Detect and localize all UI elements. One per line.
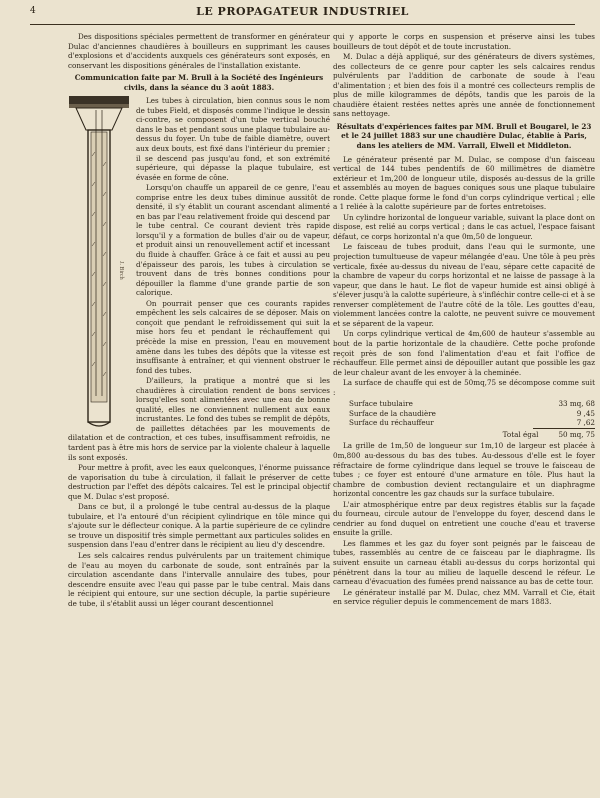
row-value: 7 ,62 [576, 418, 595, 428]
paragraph: Les sels calcaires rendus pulvérulents par un traitement chimique de l'eau au moyen du carbonate de soude, sont entraînés par la circulation ascendante dans l'intervalle annulaire des tubes, pour descendre ensuite avec l'eau qui passe par le tube central. Mais dans le récipient qui entoure, sur une section décuple, la partie supérieure de tube, il s'établit aussi un léger courant descentionnel [68, 550, 330, 608]
total-rule [533, 428, 595, 429]
paragraph: Le générateur présenté par M. Dulac, se compose d'un faisceau vertical de 144 tubes pendentifs de 60 millimètres de diamètre extérieur et 1m,200 de longueur utile, disposés au-dessus de la grille et assemblés au moyen de bagues coniques sous une plaque tubulaire ronde. Cette plaque forme le fond d'un corps cylindrique vertical ; elle a 1 reliée à la calotte supérieure par de fortes entretoises. [333, 154, 595, 212]
section-heading: Résultats d'expériences faites par MM. Brull et Bougarel, le 23 et le 24 juillet 1883 sur une chaudière Dulac, établie à Paris, dans les ateliers de MM. Varrall, Elwell et Middleton. [336, 121, 592, 151]
page-header [30, 4, 575, 22]
table-row [333, 409, 595, 419]
section-heading: Communication faite par M. Brull à la Société des Ingénieurs civils, dans la séance du 3 août 1883. [74, 73, 324, 92]
paragraph: Un corps cylindrique vertical de 4m,600 de hauteur s'assemble au bout de la partie horizontale de la chaudière. Cette poche profonde reçoit près de son fond l'alimentation d'eau et fait l'office de réchauffeur. Elle permet ainsi de dépouiller autant que possible les gaz de leur chaleur avant de les envoyer à la cheminée. [333, 329, 595, 377]
row-label: Surface de la chaudière [349, 408, 436, 418]
left-column [68, 32, 330, 609]
paragraph: La surface de chauffe qui est de 50mq,75 se décompose comme suit : [333, 378, 595, 397]
total-value: 50 mq, 75 [558, 429, 595, 439]
field-tube-figure [68, 96, 130, 431]
tube-drawing [68, 96, 130, 431]
paragraph: qui y apporte le corps en suspension et préserve ainsi les tubes bouilleurs de tout dépôt et de toute incrustation. [333, 32, 595, 51]
heating-surface-table [333, 399, 595, 439]
table-row [333, 418, 595, 428]
paragraph: Un cylindre horizontal de longueur variable, suivant la place dont on dispose, est relié au corps vertical ; dans le cas actuel, l'espace faisant défaut, ce corps horizontal n'a que 0m,50 de longueur. [333, 212, 595, 241]
paragraph: Lorsqu'on chauffe un appareil de ce genre, l'eau comprise entre les deux tubes diminue aussitôt de densité, il s'y établit un courant ascendant alimenté en bas par l'eau relativement froide qui descend par le tube central. Ce courant devient très rapide lorsqu'il y a formation de bulles d'air ou de vapeur, et produit ainsi un renouvellement actif et incessant du fluide à chauffer. Grâce à ce fait et aussi au peu d'épaisseur des parois, les tubes à circulation se trouvent dans de très bonnes conditions pour dépouiller la flamme d'une grande partie de son calorique. [136, 183, 330, 298]
table-row [333, 399, 595, 409]
right-column [333, 32, 595, 608]
header-rule [30, 24, 575, 25]
paragraph: M. Dulac a déjà appliqué, sur des générateurs de divers systèmes, des collecteurs de ce genre pour capter les sels calcaires rendus pulvérulents par l'addition de carbonate de soude à l'eau d'alimentation ; et bien des fois il a montré ces collecteurs remplis de plus de mille kilogrammes de dépôts, tandis que les parois de la chaudière étaient restées nettes après une année de fonctionnement sans nettoyage. [333, 52, 595, 119]
row-value: 33 mq, 68 [558, 399, 595, 409]
paragraph: Les tubes à circulation, bien connus sous le nom de tubes Field, et disposés comme l'indique le dessin ci-contre, se composent d'un tube vertical bouché dans le bas et pendant sous une plaque tubulaire au-dessus du foyer. Un tube de faible diamètre, ouvert aux deux bouts, est fixé dans l'intérieur du premier ; il se descend pas jusqu'au fond, et son extrémité supérieure, qui dépasse la plaque tubulaire, est évasée en forme de cône. [136, 96, 330, 182]
row-label: Surface du réchauffeur [349, 418, 434, 428]
total-label: Total égal [502, 429, 539, 439]
publication-title: LE PROPAGATEUR INDUSTRIEL [196, 5, 409, 18]
paragraph: Pour mettre à profit, avec les eaux quelconques, l'énorme puissance de vaporisation du tube à circulation, il fallait le préserver de cette destruction par l'effet des dépôts calcaires. Tel est le principal objectif que M. Dulac s'est proposé. [68, 463, 330, 501]
engraver-signature: J. Birch [118, 261, 124, 280]
paragraph: On pourrait penser que ces courants rapides empêchent les sels calcaires de se déposer. Mais on conçoit que pendant le refroidissement qui suit la mise hors feu et pendant le réchauffement qui précède la mise en pression, l'eau en mouvement amène dans les tubes des dépôts que la vitesse est insuffisante à entraîner, et qui viennent obstruer le fond des tubes. [136, 298, 330, 375]
paragraph: Dans ce but, il a prolongé le tube central au-dessus de la plaque tubulaire, et l'a entouré d'un récipient cylindrique en tôle mince qui s'ajoute sur le déflecteur conique. A la partie supérieure de ce cylindre se trouve un dispositif très simple permettant aux particules solides en suspension dans l'eau d'entrer dans le récipient au lieu d'y descendre. [68, 502, 330, 550]
row-value: 9 ,45 [576, 408, 595, 418]
paragraph: D'ailleurs, la pratique a montré que si les chaudières à circulation rendent de bons services lorsqu'elles sont alimentées avec une eau de bonne qualité, elles ne conviennent nullement aux eaux incrustantes. Le fond des tubes se remplit de dépôts, de paillettes détachées par les mouvements de dilatation et de contraction, et ces tubes, insuffisamment refroidis, ne tardent pas à être mis hors de service par la violente chaleur à laquelle ils sont exposés. [68, 376, 330, 462]
paragraph: Le générateur installé par M. Dulac, chez MM. Varrall et Cie, était en service régulier depuis le commencement de mars 1883. [333, 587, 595, 607]
paragraph: La grille de 1m,50 de longueur sur 1m,10 de largeur est placée à 0m,800 au-dessous du bas des tubes. Au-dessous d'elle est le foyer réfractaire de forme cylindrique dans lequel se trouve le faisceau de tubes ; ce foyer est entouré d'une armature en tôle. Plus haut la chambre de combustion devient rectangulaire et un diaphragme horizontal concentre les gaz chauds sur la surface tubulaire. [333, 441, 595, 499]
paragraph: Des dispositions spéciales permettent de transformer en générateur Dulac d'anciennes chaudières à bouilleurs en supprimant les causes d'explosions et d'accidents auxquels ces générateurs sont exposés, en conservant les dispositions générales de l'installation existante. [68, 32, 330, 70]
paragraph: Les flammes et les gaz du foyer sont peignés par le faisceau de tubes, rassemblés au centre de ce faisceau par le diaphragme. Ils suivent ensuite un carneau établi au-dessus du corps horizontal qui pénètrent dans la tour au milieu de laquelle descend le réfeur. Le carneau d'évacuation des fumées prend naissance au bas de cette tour. [333, 538, 595, 587]
paragraph: L'air atmosphérique entre par deux registres établis sur la façade du fourneau, circule autour de l'enveloppe du foyer, descend dans le cendrier au fond duquel on entretient une couche d'eau et traverse ensuite la grille. [333, 499, 595, 538]
row-label: Surface tubulaire [349, 399, 413, 409]
total-row [333, 430, 595, 440]
page-number: 4 [30, 6, 36, 16]
paragraph: Le faisceau de tubes produit, dans l'eau qui le surmonte, une projection tumultueuse de vapeur mélangée d'eau. Une tôle à peu près verticale, fixée au-dessus du niveau de l'eau, sépare cette capacité de la chambre de vapeur du corps horizontal et ne laisse de passage à la vapeur, que dans le haut. Le flot de vapeur humide est ainsi obligé à s'élever jusqu'à la calotte supérieure, à s'infléchir contre celle-ci et à se renverser complètement de l'autre côté de la tôle. Les gouttes d'eau, violemment lancées contre la calotte, ne peuvent suivre ce mouvement et se séparent de la vapeur. [333, 242, 595, 328]
